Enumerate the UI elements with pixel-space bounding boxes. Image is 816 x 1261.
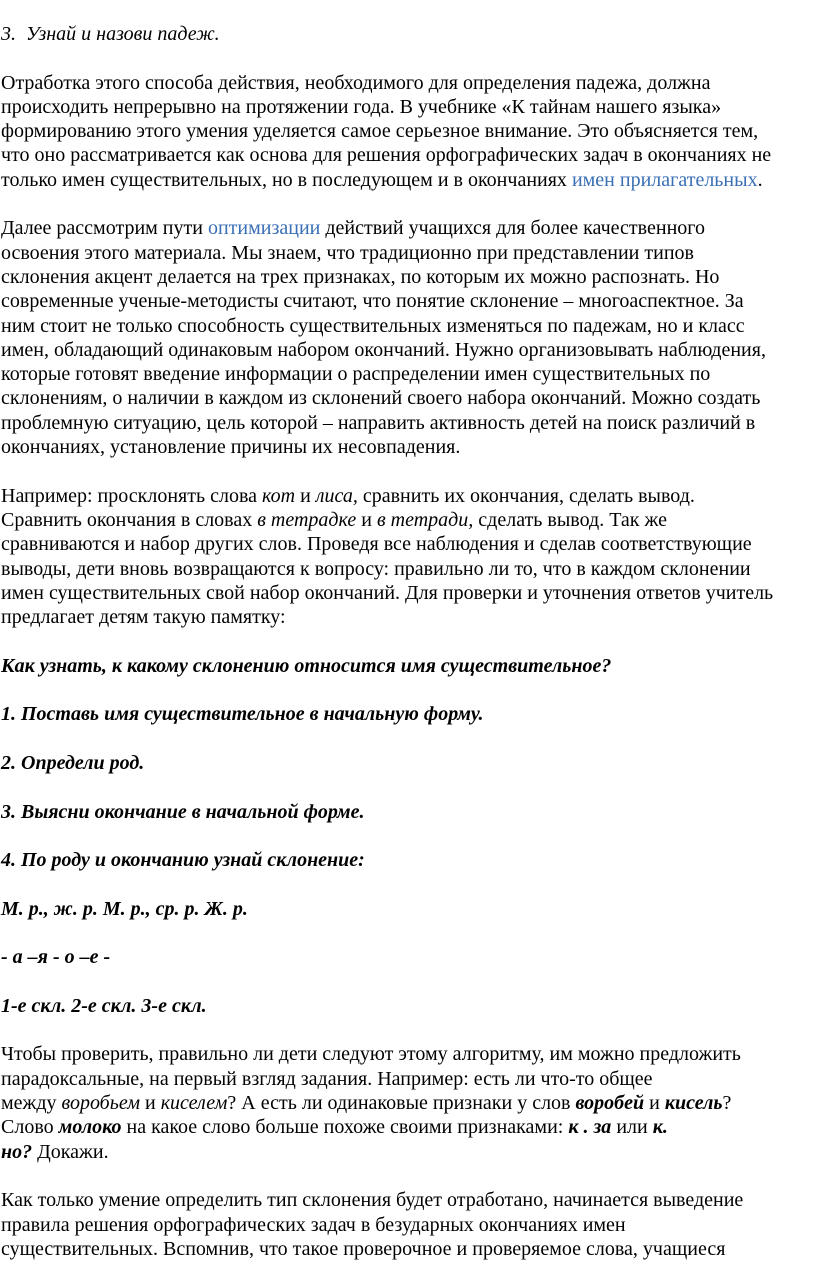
text-segment: Например: просклонять слова — [1, 484, 263, 507]
link-optimization[interactable]: оптимизации — [207, 217, 321, 240]
text-segment: ? — [722, 1092, 732, 1115]
text-line — [1, 1115, 816, 1139]
text-line: существительных. Вспомнив, что такое проверочное и проверяемое слова, учащиеся — [1, 1237, 726, 1260]
memo-endings: - а –я - о –е - — [1, 946, 111, 969]
example-word: кот — [262, 484, 296, 507]
example-word: лиса, — [315, 484, 358, 507]
text-segment: действий учащихся для более качественного — [320, 217, 705, 240]
text-segment: на какое слово больше похоже своими признаками: — [121, 1116, 569, 1139]
example-word: кисель — [664, 1092, 723, 1115]
link-adjectives[interactable]: имен прилагательных — [571, 168, 758, 191]
text-segment: Далее рассмотрим пути — [1, 217, 208, 240]
paragraph-example — [1, 484, 816, 630]
example-word: киселем — [160, 1092, 228, 1115]
text-segment: или — [611, 1116, 653, 1139]
text-segment: Сравнить окончания в словах — [1, 508, 258, 531]
text-line — [1, 508, 816, 532]
example-word: но? — [1, 1140, 33, 1163]
memo-step-1: 1. Поставь имя существительное в начальную форму. — [1, 703, 484, 726]
example-word: в тетрадке — [257, 508, 357, 531]
text-line: имен существительных свой набор окончаний. Для проверки и уточнения ответов учитель — [1, 581, 774, 604]
text-segment: сделать вывод. Так же — [473, 508, 667, 531]
text-segment: и — [295, 484, 316, 507]
example-word: воробьем — [61, 1092, 140, 1115]
text-line: современные ученые-методисты считают, что понятие склонение – многоаспектное. За — [1, 290, 744, 313]
text-segment: ? А есть ли одинаковые признаки у слов — [227, 1092, 576, 1115]
text-segment: только имен существительных, но в последующем и в окончаниях — [1, 168, 572, 191]
text-line — [1, 216, 816, 240]
memo-step-4: 4. По роду и окончанию узнай склонение: — [1, 849, 365, 872]
text-line: выводы, дети вновь возвращаются к вопросу: правильно ли то, что в каждом склонении — [1, 557, 751, 580]
text-line: сравниваются и набор других слов. Проведя все наблюдения и сделав соответствующие — [1, 533, 752, 556]
text-line: правила решения орфографических задач в безударных окончаниях имен — [1, 1213, 626, 1236]
example-word: воробей — [575, 1092, 645, 1115]
text-line: склонениям, о наличии в каждом из склонений своего набора окончаний. Можно создать — [1, 387, 761, 410]
text-line: формированию этого умения уделяется самое серьезное внимание. Это объясняется тем, — [1, 120, 759, 143]
paragraph-optimization — [1, 216, 816, 459]
text-line: освоения этого материала. Мы знаем, что традиционно при представлении типов — [1, 241, 694, 264]
section-heading — [1, 22, 816, 46]
text-line: Как только умение определить тип склонения будет отработано, начинается выведение — [1, 1189, 744, 1212]
memo-step-3: 3. Выясни окончание в начальной форме. — [1, 800, 365, 823]
example-word: к . за — [568, 1116, 612, 1139]
paragraph-paradox — [1, 1042, 816, 1163]
text-segment: и — [356, 508, 377, 531]
text-line: проблемную ситуацию, цель которой – направить активность детей на поиск различий в — [1, 411, 756, 434]
text-line: которые готовят введение информации о распределении имен существительных по — [1, 363, 711, 386]
memo-title: Как узнать, к какому склонению относится имя существительное? — [1, 654, 612, 677]
example-word: молоко — [58, 1116, 122, 1139]
text-line: происходить непрерывно на протяжении года. В учебнике «К тайнам нашего языка» — [1, 95, 722, 118]
text-line: Чтобы проверить, правильно ли дети следуют этому алгоритму, им можно предложить — [1, 1043, 741, 1066]
text-segment: сравнить их окончания, сделать вывод. — [357, 484, 695, 507]
text-segment: . — [757, 168, 763, 191]
heading-text: Узнай и назови падеж. — [26, 23, 220, 45]
text-line: предлагает детям такую памятку: — [1, 606, 286, 629]
example-word: к. — [652, 1116, 668, 1139]
memo-step-2: 2. Определи род. — [1, 751, 145, 774]
memo-genders: М. р., ж. р. М. р., ср. р. Ж. р. — [1, 897, 248, 920]
text-line — [1, 484, 816, 508]
text-line — [1, 1091, 816, 1115]
text-line: что оно рассматривается как основа для решения орфографических задач в окончаниях не — [1, 144, 772, 167]
example-word: в тетради, — [376, 508, 474, 531]
text-segment: Докажи. — [32, 1140, 109, 1163]
paragraph-spelling — [1, 1188, 816, 1261]
text-line: склонения акцент делается на трех признаках, по которым их можно распознать. Но — [1, 265, 720, 288]
text-segment: и — [644, 1092, 665, 1115]
heading-number: 3. — [1, 23, 16, 45]
text-segment: и — [140, 1092, 161, 1115]
memo-declensions: 1-е скл. 2-е скл. 3-е скл. — [1, 994, 207, 1017]
text-line: окончаниях, установление причины их несовпадения. — [1, 436, 461, 459]
text-segment: между — [1, 1092, 62, 1115]
text-line — [1, 168, 816, 192]
paragraph-intro — [1, 71, 816, 192]
text-line: ним стоит не только способность существительных изменяться по падежам, но и класс — [1, 314, 745, 337]
text-segment: Слово — [1, 1116, 59, 1139]
text-line: парадоксальные, на первый взгляд задания. Например: есть ли что-то общее — [1, 1067, 653, 1090]
text-line: Отработка этого способа действия, необходимого для определения падежа, должна — [1, 71, 711, 94]
text-line: имен, обладающий одинаковым набором окончаний. Нужно организовывать наблюдения, — [1, 338, 766, 361]
text-line — [1, 1140, 816, 1164]
